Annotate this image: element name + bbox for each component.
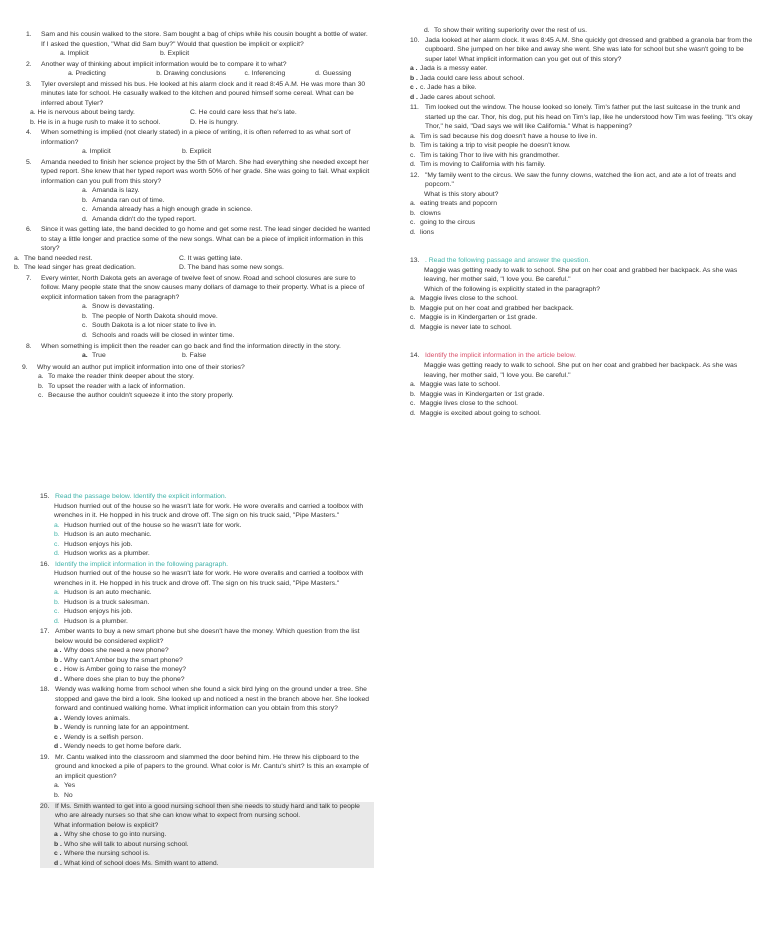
question-heading: . Read the following passage and answer the question. xyxy=(425,257,591,265)
question-text: Wendy was walking home from school when she found a sick bird lying on the ground under a tree. She stopped and gave the bird a look. She looked up and noticed a nest in the branch above her. She looked forward and continued walking home. What implicit information can you obtain from this story? xyxy=(55,686,370,713)
question-text: "My family went to the circus. We saw the funny clowns, watched the lion act, and ate a lot of treats and popcorn." xyxy=(425,171,736,189)
option-a: a . Why she chose to go into nursing. xyxy=(54,831,167,839)
question-number: 10. xyxy=(410,36,420,44)
question-text: Mr. Cantu walked into the classroom and slammed the door behind him. He threw his clipboard to the ground and knocked a pile of papers to the ground. What color is Mr. Cantu's shirt? Is this an example of an implicit question? xyxy=(55,753,369,780)
question-19 xyxy=(40,753,374,801)
question-number: 14. xyxy=(410,352,420,360)
option-d: d . Jade cares about school. xyxy=(410,93,496,101)
option-d: d . Where does she plan to buy the phone? xyxy=(54,675,185,683)
option-a: a. The band needed rest. xyxy=(14,254,93,262)
passage: Maggie was getting ready to walk to school. She put on her coat and grabbed her backpack. As she was leaving, her mother said, "I love you. Be careful." xyxy=(424,266,738,284)
option-b: b. Tim is taking a trip to visit people he doesn't know. xyxy=(410,142,571,150)
option-d: d. lions xyxy=(410,228,434,236)
option-d: D. He is hungry. xyxy=(190,118,239,126)
question-number: 3. xyxy=(26,80,32,88)
option-a: a. Amanda is lazy. xyxy=(82,187,140,195)
question-text: Amanda needed to finish her science project by the 5th of March. She had everything she needed except her typed report. She knew that her typed report was worth 50% of her grade. She was going to fail. What explicit information can you pull from this story? xyxy=(41,158,370,185)
option-a: a. Implicit xyxy=(82,148,111,156)
question-5 xyxy=(26,158,372,225)
option-c: c. Amanda already has a high enough grade in science. xyxy=(82,206,253,214)
question-12 xyxy=(410,171,762,238)
question-3 xyxy=(26,80,372,128)
question-2 xyxy=(26,60,372,79)
question-1 xyxy=(26,30,372,59)
question-9 xyxy=(22,363,372,401)
option-b: b. To upset the reader with a lack of information. xyxy=(38,382,186,390)
question-text: Amber wants to buy a new smart phone but she doesn't have the money. Which question from the list below would be considered explicit? xyxy=(55,628,360,645)
question-number: 6. xyxy=(26,226,32,234)
option-c: c. Maggie lives close to the school. xyxy=(410,400,518,408)
option-c: c . Where the nursing school is. xyxy=(54,850,150,858)
question-number: 9. xyxy=(22,363,28,371)
question-text: Sam and his cousin walked to the store. Sam bought a bag of chips while his cousin bought a bottle of water. If I asked the question, "What did Sam buy?" Would that question be implicit or explicit? xyxy=(41,31,368,48)
option-d: D. The band has some new songs. xyxy=(179,264,284,272)
option-a: a. He is nervous about being tardy. xyxy=(30,109,135,117)
option-b: b . Jada could care less about school. xyxy=(410,74,525,82)
option-b: b. clowns xyxy=(410,209,441,217)
column-left-bottom xyxy=(40,492,374,869)
question-text: Another way of thinking about implicit information would be to compare it to what? xyxy=(41,60,287,68)
question-14 xyxy=(410,351,762,418)
option-b: b. Maggie put on her coat and grabbed her backpack. xyxy=(410,304,574,312)
option-b: b. He is in a huge rush to make it to school. xyxy=(30,118,161,126)
question-number: 16. xyxy=(40,560,50,568)
option-c: c . c. Jade has a bike. xyxy=(410,84,477,92)
question-number: 8. xyxy=(26,342,32,350)
option-c: c . How is Amber going to raise the money? xyxy=(54,666,187,674)
option-a: a. Yes xyxy=(54,782,76,790)
question-18 xyxy=(40,685,374,752)
question-heading: Identify the implicit information in the article below. xyxy=(425,352,577,360)
question-text: Jada looked at her alarm clock. It was 8:45 A.M. She quickly got dressed and grabbed a granola bar from the cupboard. She jumped on her bike and away she went. She was late for school but she wasn't going to be super late! What implicit information can you get out of this story? xyxy=(425,36,753,63)
column-left-top xyxy=(14,30,372,402)
question-subtext: What is this story about? xyxy=(424,190,499,198)
question-text: When something is implied (not clearly stated) in a piece of writing, it is often referred to as what sort of information? xyxy=(41,129,351,146)
question-number: 12. xyxy=(410,171,420,179)
option-c: c. Inferencing xyxy=(244,70,286,78)
option-a: a. Implicit xyxy=(60,50,89,58)
option-b: b. Drawing conclusions xyxy=(156,70,227,78)
option-b: b . Who she will talk to about nursing school. xyxy=(54,840,189,848)
question-6 xyxy=(14,225,372,273)
option-d: d. Hudson is a plumber. xyxy=(54,617,128,625)
option-a: a . Jada is a messy eater. xyxy=(410,65,488,73)
option-a: a. Hudson hurried out of the house so he wasn't late for work. xyxy=(54,521,242,529)
question-number: 5. xyxy=(26,158,32,166)
passage: Hudson hurried out of the house so he wasn't late for work. He wore overalls and carried a toolbox with wrenches in it. He hopped in his truck and drove off. The sign on his truck said, "Pipe Masters." xyxy=(54,570,364,587)
question-8 xyxy=(26,342,372,361)
option-b: b. The lead singer has great dedication. xyxy=(14,264,136,272)
option-a: a. Predicting xyxy=(68,70,106,78)
option-c: c. Hudson enjoys his job. xyxy=(54,540,133,548)
option-b: b . Why can't Amber buy the smart phone? xyxy=(54,656,183,664)
question-subtext: What information below is explicit? xyxy=(54,821,159,829)
option-a: a. Hudson is an auto mechanic. xyxy=(54,589,152,597)
question-number: 18. xyxy=(40,686,50,694)
question-subtext: Which of the following is explicitly stated in the paragraph? xyxy=(424,285,601,293)
question-heading: Read the passage below. Identify the explicit information. xyxy=(55,493,227,500)
question-number: 20. xyxy=(40,802,50,810)
option-c: c. Maggie is in Kindergarten or 1st grade. xyxy=(410,314,538,322)
option-c: c . Wendy is a selfish person. xyxy=(54,733,144,741)
option-d: d . Wendy needs to get home before dark. xyxy=(54,743,182,751)
option-c: C. It was getting late. xyxy=(179,254,243,262)
option-b: b. Hudson is a truck salesman. xyxy=(54,598,150,606)
option-d: d. Hudson works as a plumber. xyxy=(54,550,150,558)
question-number: 7. xyxy=(26,274,32,282)
option-c: c. South Dakota is a lot nicer state to live in. xyxy=(82,322,217,330)
option-b: b. False xyxy=(182,352,207,360)
question-text: Since it was getting late, the band decided to go home and get some rest. The lead singer decided he wanted to stay a little longer and practice some of the new songs. What can be a piece of implicit information in this story? xyxy=(41,226,370,253)
option-c: c. Because the author couldn't squeeze it into the story properly. xyxy=(38,392,234,400)
option-b: b. The people of North Dakota should move. xyxy=(82,312,218,320)
question-heading: Identify the implicit information in the following paragraph. xyxy=(55,560,229,568)
option-d: d . What kind of school does Ms. Smith want to attend. xyxy=(54,859,219,867)
option-a: a. eating treats and popcorn xyxy=(410,200,498,208)
option-c: c. Tim is taking Thor to live with his grandmother. xyxy=(410,151,560,159)
question-4 xyxy=(26,128,372,157)
question-number: 13. xyxy=(410,257,420,265)
passage: Hudson hurried out of the house so he wasn't late for work. He wore overalls and carried a toolbox with wrenches in it. He hopped in his truck and drove off. The sign on his truck said, "Pipe Masters." xyxy=(54,502,364,520)
question-number: 2. xyxy=(26,60,32,68)
question-15 xyxy=(40,492,374,559)
option-b: b. Amanda ran out of time. xyxy=(82,196,165,204)
question-number: 11. xyxy=(410,104,419,112)
question-10 xyxy=(410,36,762,103)
question-11 xyxy=(410,103,762,170)
option-a: a. True xyxy=(82,352,106,360)
option-c: c. Hudson enjoys his job. xyxy=(54,608,133,616)
option-a: a . Wendy loves animals. xyxy=(54,714,130,722)
option-c: C. He could care less that he's late. xyxy=(190,109,297,117)
question-text: Why would an author put implicit information into one of their stories? xyxy=(37,363,245,371)
option-d: d. Maggie is excited about going to school. xyxy=(410,409,541,417)
question-20 xyxy=(40,802,374,869)
question-9-option-d: d. To show their writing superiority over the rest of us. xyxy=(424,27,587,34)
option-a: a. Maggie was late to school. xyxy=(410,381,501,389)
option-c: c. going to the circus xyxy=(410,219,476,227)
option-b: b. Maggie was in Kindergarten or 1st grade. xyxy=(410,390,545,398)
option-b: b . Wendy is running late for an appointment. xyxy=(54,724,190,732)
question-13 xyxy=(410,256,762,332)
question-number: 1. xyxy=(26,31,32,38)
option-d: d. Guessing xyxy=(315,70,352,78)
option-d: d. Tim is moving to California with his family. xyxy=(410,161,546,169)
question-text: When something is implicit then the reader can go back and find the information directly in the story. xyxy=(41,342,341,350)
question-17 xyxy=(40,627,374,684)
option-b: b. No xyxy=(54,791,73,799)
option-b: b. Explicit xyxy=(160,50,190,58)
question-number: 17. xyxy=(40,628,50,636)
option-a: a. To make the reader think deeper about the story. xyxy=(38,373,195,381)
question-text: Tyler overslept and missed his bus. He looked at his alarm clock and it read 8:45 A.M. He was more than 30 minutes late for school. He casually walked to the kitchen and poured himself some cereal. What can be inferred about Tyler? xyxy=(41,80,366,107)
question-7 xyxy=(26,274,372,341)
option-a: a . Why does she need a new phone? xyxy=(54,647,169,655)
question-text: Tim looked out the window. The house looked so lonely. Tim's father put the last suitcase in the trunk and started up the car. Thor, his dog, put his head on Tim's lap, like he understood how Tim was feeling. "It's okay Thor," he said, "Dad says we will like California." What is happening? xyxy=(425,104,753,131)
question-text: Every winter, North Dakota gets an average of twelve feet of snow. Road and school closures are sure to follow. Many people state that the snow causes many dollars of damage to their property. What is a piece of explicit information taken from the paragraph? xyxy=(41,274,365,301)
question-number: 4. xyxy=(26,129,32,137)
passage: Maggie was getting ready to walk to school. She put on her coat and grabbed her backpack. As she was leaving, her mother said, "I love you. Be careful." xyxy=(424,361,738,379)
option-b: b. Explicit xyxy=(182,148,212,156)
option-d: d. Amanda didn't do the typed report. xyxy=(82,215,197,223)
question-number: 15. xyxy=(40,493,50,500)
option-a: a. Maggie lives close to the school. xyxy=(410,295,518,303)
option-b: b. Hudson is an auto mechanic. xyxy=(54,531,152,539)
option-d: d. Maggie is never late to school. xyxy=(410,323,512,331)
column-right-top xyxy=(410,26,762,419)
option-a: a. Tim is sad because his dog doesn't have a house to live in. xyxy=(410,132,598,140)
question-text: If Ms. Smith wanted to get into a good nursing school then she needs to study hard and talk to people who are already nurses so that she can know what to expect from nursing school. xyxy=(55,802,360,820)
option-a: a. Snow is devastating. xyxy=(82,303,155,311)
option-d: d. Schools and roads will be closed in winter time. xyxy=(82,331,235,339)
question-16 xyxy=(40,560,374,627)
question-number: 19. xyxy=(40,753,50,761)
